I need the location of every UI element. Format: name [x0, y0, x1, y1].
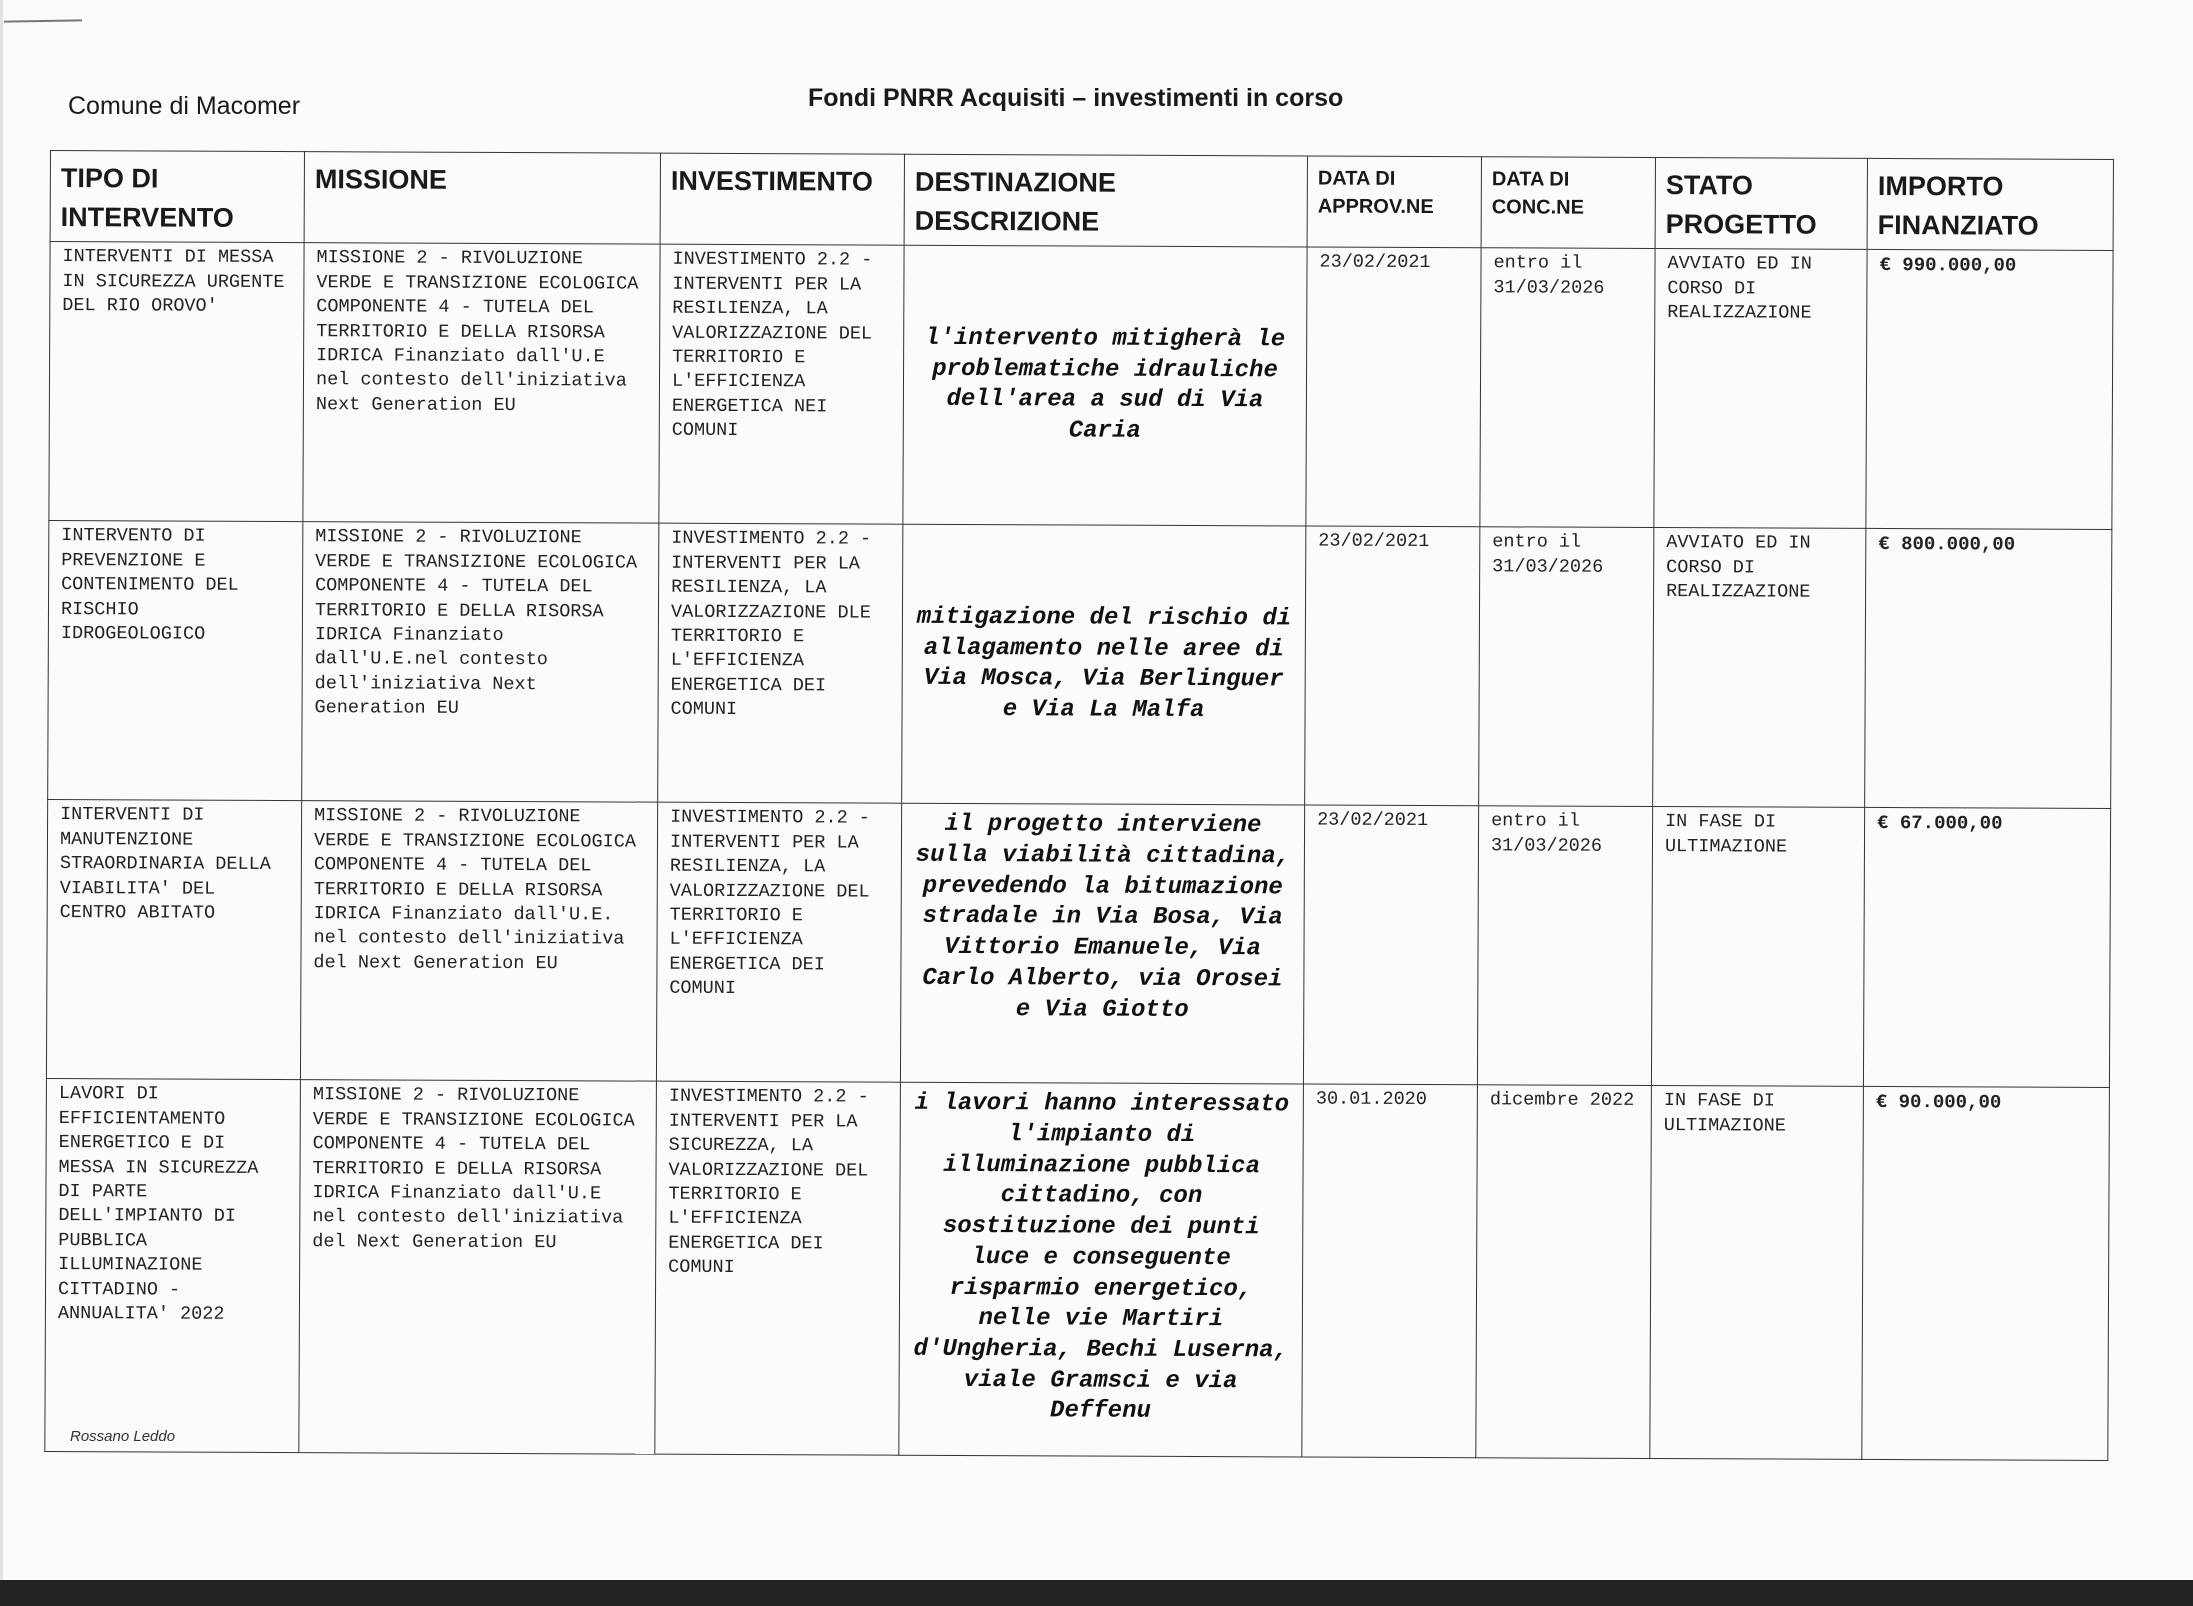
investments-table: [44, 150, 2114, 1461]
cell-descrizione: il progetto interviene sulla viabilità cittadina, prevedendo la bitumazione stradale in Via Bosa, Via Vittorio Emanuele, Via Carlo Alberto, via Orosei e Via Giotto: [900, 804, 1304, 1085]
cell-tipo: LAVORI DI EFFICIENTAMENTO ENERGETICO E DI MESSA IN SICUREZZA DI PARTE DELL'IMPIANTO DI PUBBLICA ILLUMINAZIONE CITTADINO - ANNUALITA' 2022: [45, 1079, 301, 1453]
cell-missione: MISSIONE 2 - RIVOLUZIONE VERDE E TRANSIZIONE ECOLOGICA COMPONENTE 4 - TUTELA DEL TERRITORIO E DELLA RISORSA IDRICA Finanziato dall'U.E nel contesto dell'iniziativa Next Generation EU: [303, 243, 660, 524]
cell-tipo: INTERVENTI DI MANUTENZIONE STRAORDINARIA DELLA VIABILITA' DEL CENTRO ABITATO: [46, 800, 301, 1080]
cell-descrizione: i lavori hanno interessato l'impianto di illuminazione pubblica cittadino, con sostituzione dei punti luce e conseguente risparmio energetico, nelle vie Martiri d'Ungheria, Bechi Luserna, viale Gramsci e via Deffenu: [899, 1083, 1304, 1458]
cell-data-approv: 23/02/2021: [1303, 805, 1478, 1085]
cell-data-conc: entro il 31/03/2026: [1477, 806, 1652, 1086]
header-importo: IMPORTO FINANZIATO: [1867, 158, 2113, 250]
cell-importo: € 800.000,00: [1865, 529, 2112, 809]
cell-missione: MISSIONE 2 - RIVOLUZIONE VERDE E TRANSIZIONE ECOLOGICA COMPONENTE 4 - TUTELA DEL TERRITORIO E DELLA RISORSA IDRICA Finanziato dall'U.E nel contesto dell'iniziativa del Next Generation EU: [299, 1080, 657, 1455]
investments-table-wrapper: [44, 150, 2113, 1461]
header-descrizione: DESTINAZIONE DESCRIZIONE: [904, 154, 1307, 247]
header-stato: STATO PROGETTO: [1655, 158, 1867, 250]
scan-bottom-edge: [0, 1580, 2193, 1606]
scan-left-edge: [0, 0, 3, 1606]
table-row: [49, 242, 2113, 530]
cell-missione: MISSIONE 2 - RIVOLUZIONE VERDE E TRANSIZIONE ECOLOGICA COMPONENTE 4 - TUTELA DEL TERRITORIO E DELLA RISORSA IDRICA Finanziato dall'U.E. nel contesto dell'iniziativa del Next Generation EU: [300, 801, 657, 1082]
cell-importo: € 67.000,00: [1863, 808, 2110, 1088]
cell-stato: IN FASE DI ULTIMAZIONE: [1650, 1086, 1864, 1460]
cell-missione: MISSIONE 2 - RIVOLUZIONE VERDE E TRANSIZIONE ECOLOGICA COMPONENTE 4 - TUTELA DEL TERRITORIO E DELLA RISORSA IDRICA Finanziato dall'U.E.nel contesto dell'iniziativa Next Generation EU: [302, 522, 659, 803]
header-missione: MISSIONE: [304, 152, 660, 245]
cell-investimento: INVESTIMENTO 2.2 - INTERVENTI PER LA RESILIENZA, LA VALORIZZAZIONE DEL TERRITORIO E L'EFFICIENZA ENERGETICA NEI COMUNI: [659, 244, 904, 524]
cell-data-approv: 23/02/2021: [1306, 247, 1481, 527]
cell-data-approv: 30.01.2020: [1302, 1084, 1478, 1458]
table-row: [46, 800, 2110, 1088]
cell-data-conc: dicembre 2022: [1476, 1085, 1652, 1459]
cell-data-conc: entro il 31/03/2026: [1480, 248, 1655, 528]
organization-name: Comune di Macomer: [68, 92, 301, 120]
header-row: [50, 151, 2113, 251]
header-data-approv: DATA DI APPROV.NE: [1307, 156, 1481, 248]
signature: Rossano Leddo: [70, 1428, 176, 1445]
cell-descrizione: l'intervento mitigherà le problematiche idrauliche dell'area a sud di Via Caria: [903, 246, 1307, 527]
cell-data-approv: 23/02/2021: [1305, 526, 1480, 806]
table-row: [45, 1079, 2110, 1461]
header-investimento: INVESTIMENTO: [660, 153, 904, 245]
cell-importo: € 90.000,00: [1862, 1087, 2110, 1461]
cell-stato: AVVIATO ED IN CORSO DI REALIZZAZIONE: [1654, 249, 1867, 529]
scan-mark: [4, 19, 82, 22]
header-tipo: TIPO DI INTERVENTO: [50, 151, 304, 243]
cell-tipo: INTERVENTO DI PREVENZIONE E CONTENIMENTO DEL RISCHIO IDROGEOLOGICO: [48, 521, 303, 801]
header-data-conc: DATA DI CONC.NE: [1481, 157, 1655, 249]
cell-importo: € 990.000,00: [1866, 250, 2113, 530]
cell-tipo: INTERVENTI DI MESSA IN SICUREZZA URGENTE DEL RIO OROVO': [49, 242, 304, 522]
cell-stato: AVVIATO ED IN CORSO DI REALIZZAZIONE: [1653, 528, 1866, 808]
cell-descrizione: mitigazione del rischio di allagamento nelle aree di Via Mosca, Via Berlinguer e Via La Malfa: [902, 525, 1306, 806]
document-title: Fondi PNRR Acquisiti – investimenti in corso: [808, 84, 1344, 112]
table-row: [48, 521, 2112, 809]
cell-investimento: INVESTIMENTO 2.2 - INTERVENTI PER LA SICUREZZA, LA VALORIZZAZIONE DEL TERRITORIO E L'EFFICIENZA ENERGETICA DEI COMUNI: [655, 1081, 901, 1455]
cell-stato: IN FASE DI ULTIMAZIONE: [1651, 807, 1864, 1087]
cell-data-conc: entro il 31/03/2026: [1479, 527, 1654, 807]
cell-investimento: INVESTIMENTO 2.2 - INTERVENTI PER LA RESILIENZA, LA VALORIZZAZIONE DLE TERRITORIO E L'EFFICIENZA ENERGETICA DEI COMUNI: [658, 523, 903, 803]
cell-investimento: INVESTIMENTO 2.2 - INTERVENTI PER LA RESILIENZA, LA VALORIZZAZIONE DEL TERRITORIO E L'EFFICIENZA ENERGETICA DEI COMUNI: [656, 802, 901, 1082]
